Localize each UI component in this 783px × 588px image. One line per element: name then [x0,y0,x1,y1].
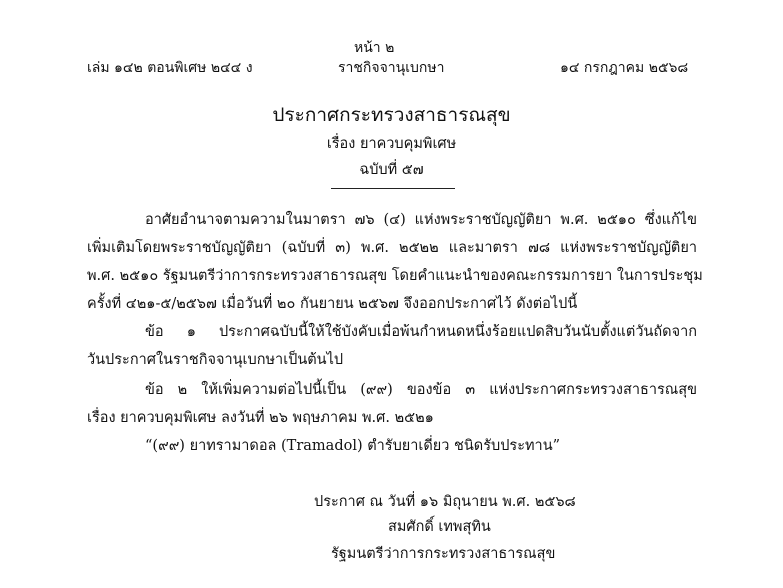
announcement-subject: เรื่อง ยาควบคุมพิเศษ [326,136,457,152]
announcement-title: ประกาศกระทรวงสาธารณสุข [272,104,511,126]
para4-line1: “(๙๙) ยาทรามาดอล (Tramadol) ตำรับยาเดี่ยว ชนิดรับประทาน” [145,438,561,454]
signatory-position: รัฐมนตรีว่าการกระทรวงสาธารณสุข [331,546,556,562]
para3-line2: เรื่อง ยาควบคุมพิเศษ ลงวันที่ ๒๖ พฤษภาคม พ.ศ. ๒๕๒๑ [87,410,434,426]
title-divider [331,188,455,189]
para1-line3: พ.ศ. ๒๕๑๐ รัฐมนตรีว่าการกระทรวงสาธารณสุข โดยคำแนะนำของคณะกรรมการยา ในการประชุม [87,268,703,284]
para1-line2: เพิ่มเติมโดยพระราชบัญญัติยา (ฉบับที่ ๓) พ.ศ. ๒๕๒๒ และมาตรา ๗๘ แห่งพระราชบัญญัติยา [87,240,697,256]
volume-info: เล่ม ๑๔๒ ตอนพิเศษ ๒๔๔ ง [87,60,253,76]
page-number: หน้า ๒ [354,40,395,56]
announcement-number: ฉบับที่ ๕๗ [359,162,424,178]
announcement-date: ประกาศ ณ วันที่ ๑๖ มิถุนายน พ.ศ. ๒๕๖๘ [314,494,576,510]
para3-line1: ข้อ ๒ ให้เพิ่มความต่อไปนี้เป็น (๙๙) ของข้อ ๓ แห่งประกาศกระทรวงสาธารณสุข [145,382,697,398]
para2-line1: ข้อ ๑ ประกาศฉบับนี้ให้ใช้บังคับเมื่อพ้นกำหนดหนึ่งร้อยแปดสิบวันนับตั้งแต่วันถัดจาก [145,324,697,340]
gazette-name: ราชกิจจานุเบกษา [338,60,445,76]
para1-line1: อาศัยอำนาจตามความในมาตรา ๗๖ (๔) แห่งพระราชบัญญัติยา พ.ศ. ๒๕๑๐ ซึ่งแก้ไข [145,212,697,228]
gazette-date: ๑๔ กรกฎาคม ๒๕๖๘ [560,60,689,76]
para2-line2: วันประกาศในราชกิจจานุเบกษาเป็นต้นไป [87,352,344,368]
para1-line4: ครั้งที่ ๔๒๑-๕/๒๕๖๗ เมื่อวันที่ ๒๐ กันยายน ๒๕๖๗ จึงออกประกาศไว้ ดังต่อไปนี้ [87,296,578,312]
signatory-name: สมศักดิ์ เทพสุทิน [388,519,491,535]
